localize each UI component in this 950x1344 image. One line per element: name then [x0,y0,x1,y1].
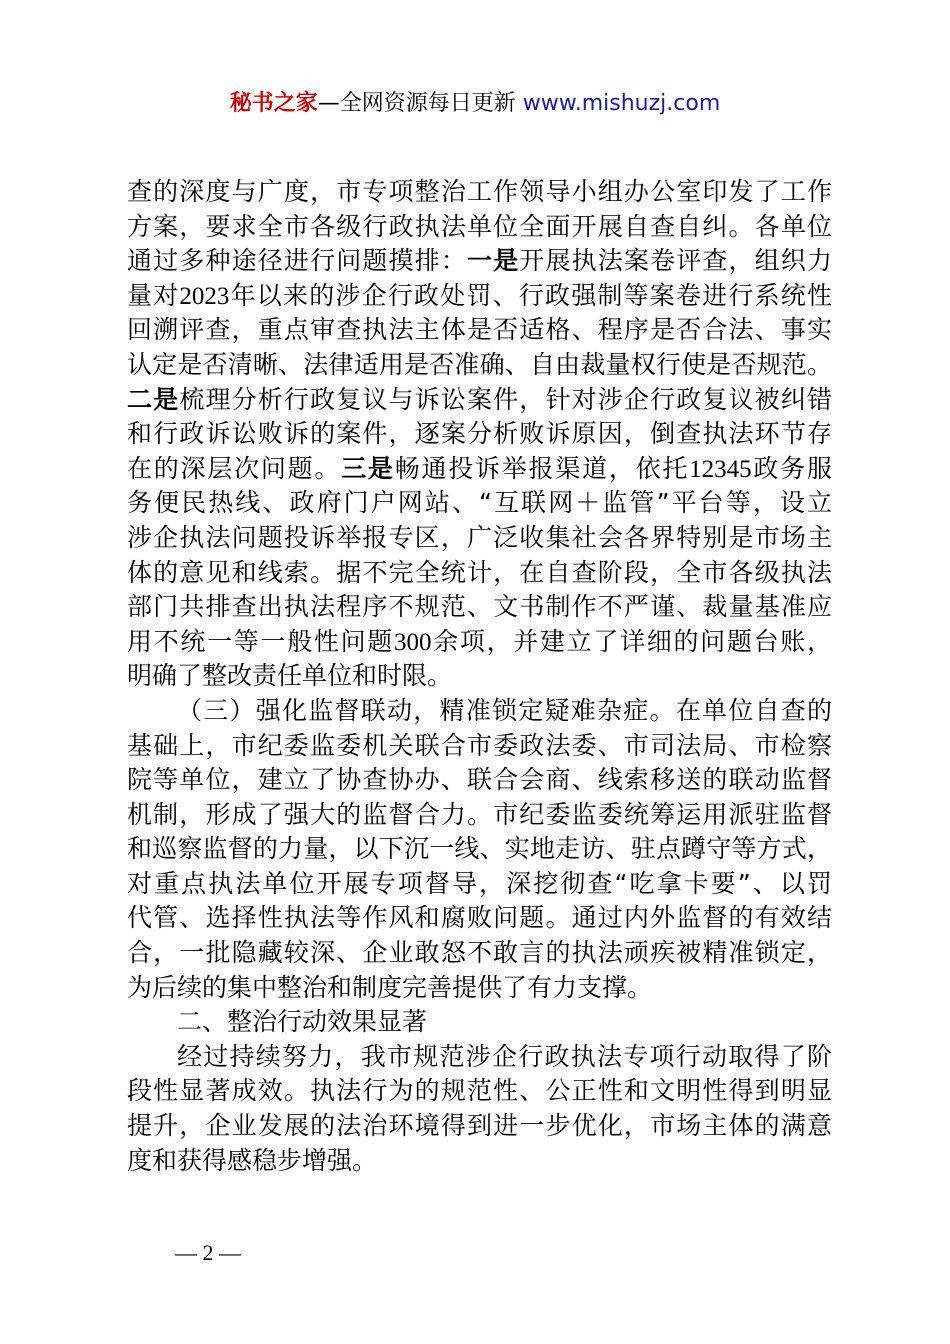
text-line: 段性显著成效。执法行为的规范性、公正性和文明性得到明显 [127,1076,832,1106]
page-number: — 2 — [175,1240,241,1265]
text-line: 对重点执法单位开展专项督导，深挖彻查“吃拿卡要”、以罚 [127,868,832,898]
text-line: 明确了整改责任单位和时限。 [127,661,453,691]
text-span: 通过多种途径进行问题摸排： [127,246,467,276]
text-line [127,279,832,314]
text-span: 量对 [127,280,180,310]
text-line [127,244,832,279]
text-line: 查的深度与广度，市专项整治工作领导小组办公室印发了工作 [127,177,832,206]
text-line: 提升，企业发展的法治环境得到进一步优化，市场主体的满意 [127,1111,832,1141]
text-line [127,452,832,487]
site-url-link[interactable]: www.mishuzj.com [522,91,721,116]
text-span: 在的深层次问题。 [127,453,342,483]
text-span: 梳理分析行政复议与诉讼案件，针对涉企行政复议被纠错 [179,384,832,414]
text-line: 基础上，市纪委监委机关联合市委政法委、市司法局、市检察 [127,730,832,760]
text-line: 机制，形成了强大的监督合力。市纪委监委统筹运用派驻监督 [127,799,832,829]
hotline-number: 12345 [689,455,752,483]
text-span: 用不统一等一般性问题 [127,626,394,656]
text-line: 涉企执法问题投诉举报专区，广泛收集社会各界特别是市场主 [127,522,832,552]
text-line: 经过持续努力，我市规范涉企行政执法专项行动取得了阶 [177,1041,832,1071]
bold-marker: 二是 [127,384,180,414]
bold-marker: 三是 [341,453,395,483]
text-line: 部门共排查出执法程序不规范、文书制作不严谨、裁量基准应 [127,592,832,622]
text-line [127,383,832,418]
bold-marker: 一是 [466,246,520,276]
text-line: 认定是否清晰、法律适用是否准确、自由裁量权行使是否规范。 [127,349,832,379]
text-span: 年以来的涉企行政处罚、行政强制等案卷进行系统性 [229,280,832,310]
count-number: 300 [394,628,432,656]
text-span: 余项，并建立了详细的问题台账， [431,626,832,656]
header-tagline: —全网资源每日更新 [317,91,523,116]
year-number: 2023 [179,282,230,310]
text-line: 务便民热线、政府门户网站、“互联网＋监管”平台等，设立 [127,488,832,518]
text-span: 畅通投诉举报渠道，依托 [394,453,690,483]
text-line: 和行政诉讼败诉的案件，逐案分析败诉原因，倒查执法环节存 [127,419,832,449]
text-line: 体的意见和线索。据不完全统计，在自查阶段，全市各级执法 [127,557,832,587]
text-line: 回溯评查，重点审查执法主体是否适格、程序是否合法、事实 [127,315,832,345]
text-span: 开展执法案卷评查，组织力 [519,246,832,276]
text-line: 合，一批隐藏较深、企业敢怒不敢言的执法顽疾被精准锁定， [127,938,832,968]
text-line: 度和获得感稳步增强。 [127,1145,378,1175]
text-line: 为后续的集中整治和制度完善提供了有力支撑。 [127,972,653,1002]
text-line: 方案，要求全市各级行政执法单位全面开展自查自纠。各单位 [127,211,832,241]
brand-name: 秘书之家 [229,91,318,116]
text-line: 院等单位，建立了协查协办、联合会商、线索移送的联动监督 [127,765,832,795]
document-body [127,175,832,1178]
text-span: 政务服 [751,453,832,483]
section-heading-line: （三）强化监督联动，精准锁定疑难杂症。在单位自查的 [177,695,832,725]
section-heading: 二、整治行动效果显著 [177,1007,428,1037]
site-header [0,88,950,120]
text-line: 和巡察监督的力量，以下沉一线、实地走访、驻点蹲守等方式， [127,834,832,864]
text-line [127,625,832,660]
text-line: 代管、选择性执法等作风和腐败问题。通过内外监督的有效结 [127,903,832,933]
